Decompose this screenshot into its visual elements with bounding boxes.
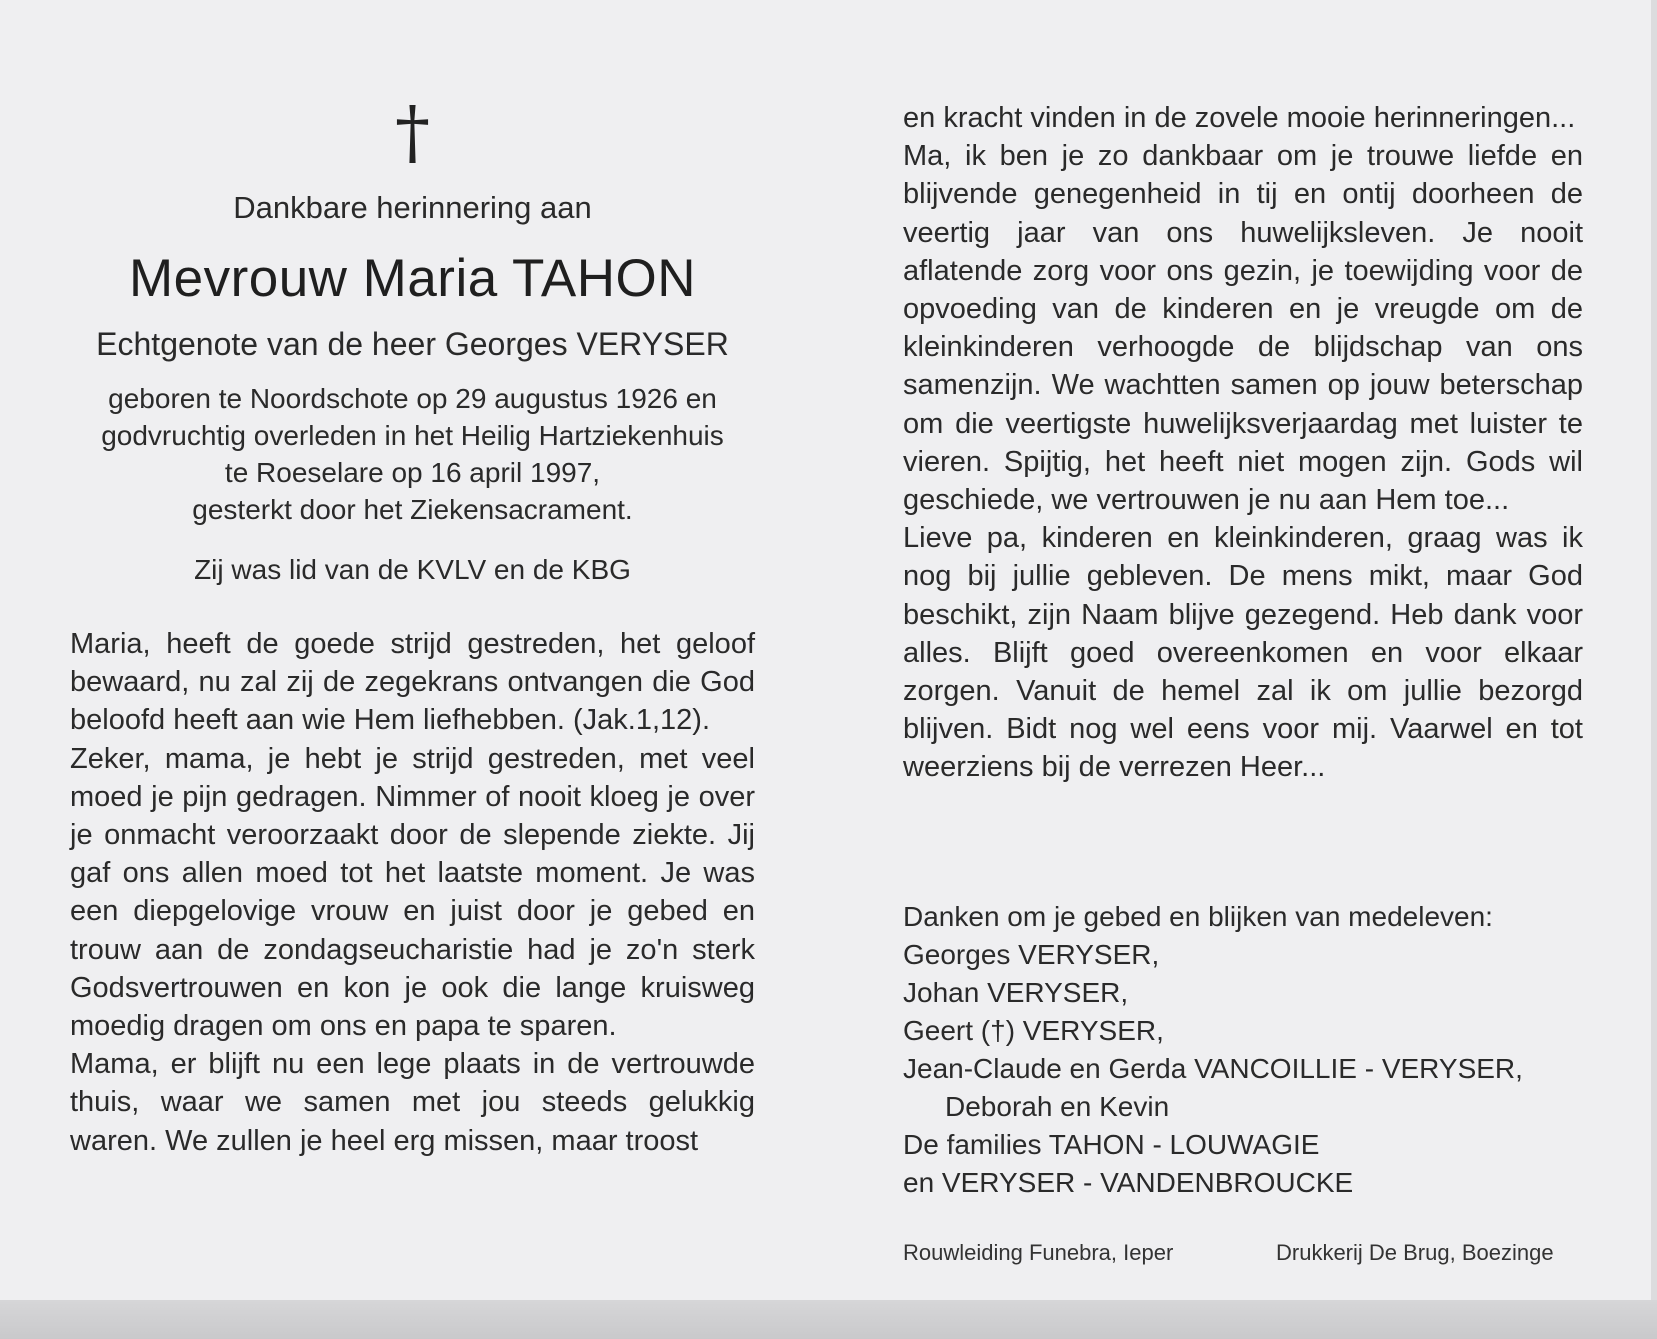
spouse-line: Echtgenote van de heer Georges VERYSER <box>96 326 729 362</box>
family-name: Geert (†) VERYSER, <box>903 1015 1164 1046</box>
bio-line: gesterkt door het Ziekensacrament. <box>192 494 633 525</box>
card-edge <box>1651 0 1657 1300</box>
funeral-director: Rouwleiding Funebra, Ieper <box>903 1240 1174 1265</box>
family-name: Deborah en Kevin <box>945 1091 1170 1122</box>
family-name: Georges VERYSER, <box>903 939 1160 970</box>
cross-icon: † <box>395 91 430 173</box>
paragraph: en kracht vinden in de zovele mooie herinneringen... <box>903 102 1576 134</box>
thanks-intro: Danken om je gebed en blijken van medeleven: <box>903 901 1493 932</box>
bio-line: godvruchtig overleden in het Heilig Hartziekenhuis <box>101 420 724 451</box>
membership-line: Zij was lid van de KVLV en de KBG <box>194 554 631 585</box>
paragraph: Zeker, mama, je hebt je strijd gestreden, met veel moed je pijn gedragen. Nimmer of nooit kloeg je over je onmacht veroorzaakt door de slepende ziekte. Jij gaf ons allen moed tot het laatste moment. Je was een diepgelovige vrouw en juist door je gebed en trouw aan de zondagseucharistie had je zo'n sterk Godsvertrouwen en kon je ook die lange kruisweg moedig dragen om ons en papa te sparen. <box>70 742 755 1043</box>
paragraph: Maria, heeft de goede strijd gestreden, het geloof bewaard, nu zal zij de zegekrans ontvangen die God beloofd heeft aan wie Hem liefhebben. (Jak.1,12). <box>70 628 755 737</box>
intro-text: Dankbare herinnering aan <box>233 190 592 225</box>
paragraph: Lieve pa, kinderen en kleinkinderen, graag was ik nog bij jullie gebleven. De mens mikt, maar God beschikt, zijn Naam blijve gezegend. Heb dank voor alles. Blijft goed overeenkomen en voor elkaar zorgen. Vanuit de hemel zal ik om jullie bezorgd blijven. Bidt nog wel eens voor mij. Vaarwel en tot weerziens bij de verrezen Heer... <box>903 522 1583 784</box>
bio-block <box>70 380 755 528</box>
family-name: Jean-Claude en Gerda VANCOILLIE - VERYSER, <box>903 1053 1523 1084</box>
right-text-column <box>903 99 1583 787</box>
left-text-column <box>70 625 755 1160</box>
paragraph: Ma, ik ben je zo dankbaar om je trouwe liefde en blijvende genegenheid in tij en ontij doorheen de veertig jaar van ons huwelijksleven. Je nooit aflatende zorg voor ons gezin, je toewijding voor de opvoeding van de kinderen en je vreugde om de kleinkinderen verhoogde de blijdschap van ons samenzijn. We wachtten samen op jouw beterschap om die veertigste huwelijksverjaardag met luister te vieren. Spijtig, het heeft niet mogen zijn. Gods wil geschiede, we vertrouwen je nu aan Hem toe... <box>903 140 1583 517</box>
scan-border <box>0 1300 1657 1339</box>
paragraph: Mama, er blijft nu een lege plaats in de vertrouwde thuis, waar we samen met jou steeds gelukkig waren. We zullen je heel erg missen, maar troost <box>70 1048 755 1157</box>
bio-line: te Roeselare op 16 april 1997, <box>224 457 601 488</box>
family-name: en VERYSER - VANDENBROUCKE <box>903 1167 1354 1198</box>
family-name: Johan VERYSER, <box>903 977 1129 1008</box>
deceased-name: Mevrouw Maria TAHON <box>128 249 697 308</box>
bio-line: geboren te Noordschote op 29 augustus 1926 en <box>108 383 717 414</box>
family-name: De families TAHON - LOUWAGIE <box>903 1129 1320 1160</box>
thanks-block <box>903 898 1603 1202</box>
printer-credit: Drukkerij De Brug, Boezinge <box>1276 1240 1554 1265</box>
